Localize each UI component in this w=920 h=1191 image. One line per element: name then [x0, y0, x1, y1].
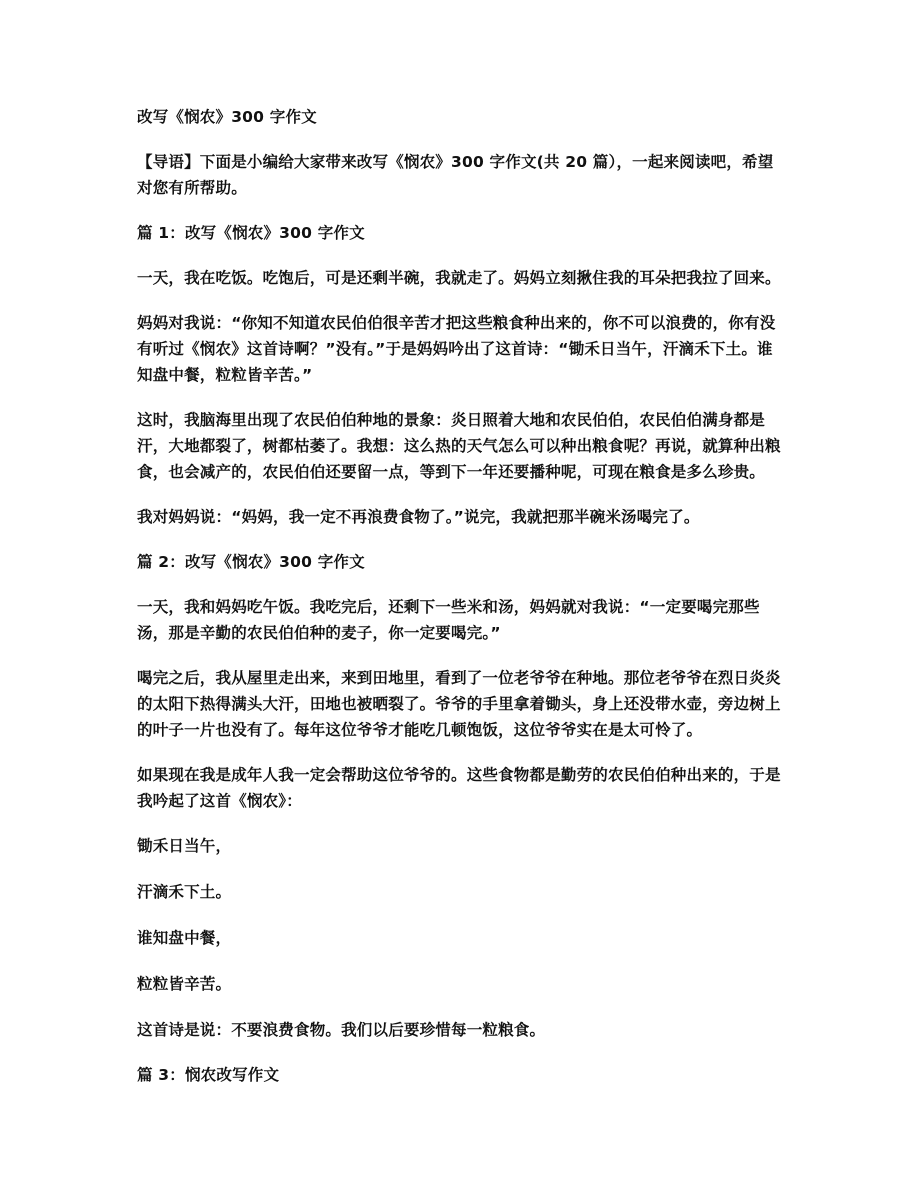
- paragraph: 喝完之后，我从屋里走出来，来到田地里，看到了一位老爷爷在种地。那位老爷爷在烈日炎炎的太阳下热得满头大汗，田地也被晒裂了。爷爷的手里拿着锄头，身上还没带水壶，旁边树上的叶子一片也没有了。每年这位爷爷才能吃几顿饱饭，这位爷爷实在是太可怜了。: [137, 669, 781, 739]
- poem-line: 粒粒皆辛苦。: [137, 975, 232, 993]
- poem-line: 谁知盘中餐，: [137, 929, 232, 947]
- poem-line: 汗滴禾下土。: [137, 883, 232, 901]
- poem-line: 锄禾日当午，: [137, 837, 232, 855]
- intro-paragraph: 【导语】下面是小编给大家带来改写《悯农》300 字作文(共 20 篇），一起来阅读吧，希望对您有所帮助。: [137, 153, 774, 197]
- section-heading-1: 篇 1：改写《悯农》300 字作文: [137, 224, 365, 242]
- paragraph: 这时，我脑海里出现了农民伯伯种地的景象：炎日照着大地和农民伯伯，农民伯伯满身都是汗，大地都裂了，树都枯萎了。我想：这么热的天气怎么可以种出粮食呢？再说，就算种出粮食，也会减产的，农民伯伯还要留一点，等到下一年还要播种呢，可现在粮食是多么珍贵。: [137, 411, 781, 481]
- paragraph: 一天，我和妈妈吃午饭。我吃完后，还剩下一些米和汤，妈妈就对我说：“一定要喝完那些汤，那是辛勤的农民伯伯种的麦子，你一定要喝完。”: [137, 598, 760, 642]
- section-heading-2: 篇 2：改写《悯农》300 字作文: [137, 553, 365, 571]
- closing-paragraph: 这首诗是说：不要浪费食物。我们以后要珍惜每一粒粮食。: [137, 1021, 546, 1039]
- document-title: 改写《悯农》300 字作文: [137, 108, 317, 126]
- paragraph: 妈妈对我说：“你知不知道农民伯伯很辛苦才把这些粮食种出来的，你不可以浪费的，你有没有听过《悯农》这首诗啊？”没有。”于是妈妈吟出了这首诗：“锄禾日当午，汗滴禾下土。谁知盘中餐，粒粒皆辛苦。”: [137, 314, 776, 384]
- paragraph: 我对妈妈说：“妈妈，我一定不再浪费食物了。”说完，我就把那半碗米汤喝完了。: [137, 508, 700, 526]
- paragraph: 一天，我在吃饭。吃饱后，可是还剩半碗，我就走了。妈妈立刻揪住我的耳朵把我拉了回来。: [137, 269, 781, 287]
- section-heading-3: 篇 3：悯农改写作文: [137, 1066, 280, 1084]
- document-content: [137, 104, 783, 1107]
- paragraph: 如果现在我是成年人我一定会帮助这位爷爷的。这些食物都是勤劳的农民伯伯种出来的，于是我吟起了这首《悯农》：: [137, 766, 781, 810]
